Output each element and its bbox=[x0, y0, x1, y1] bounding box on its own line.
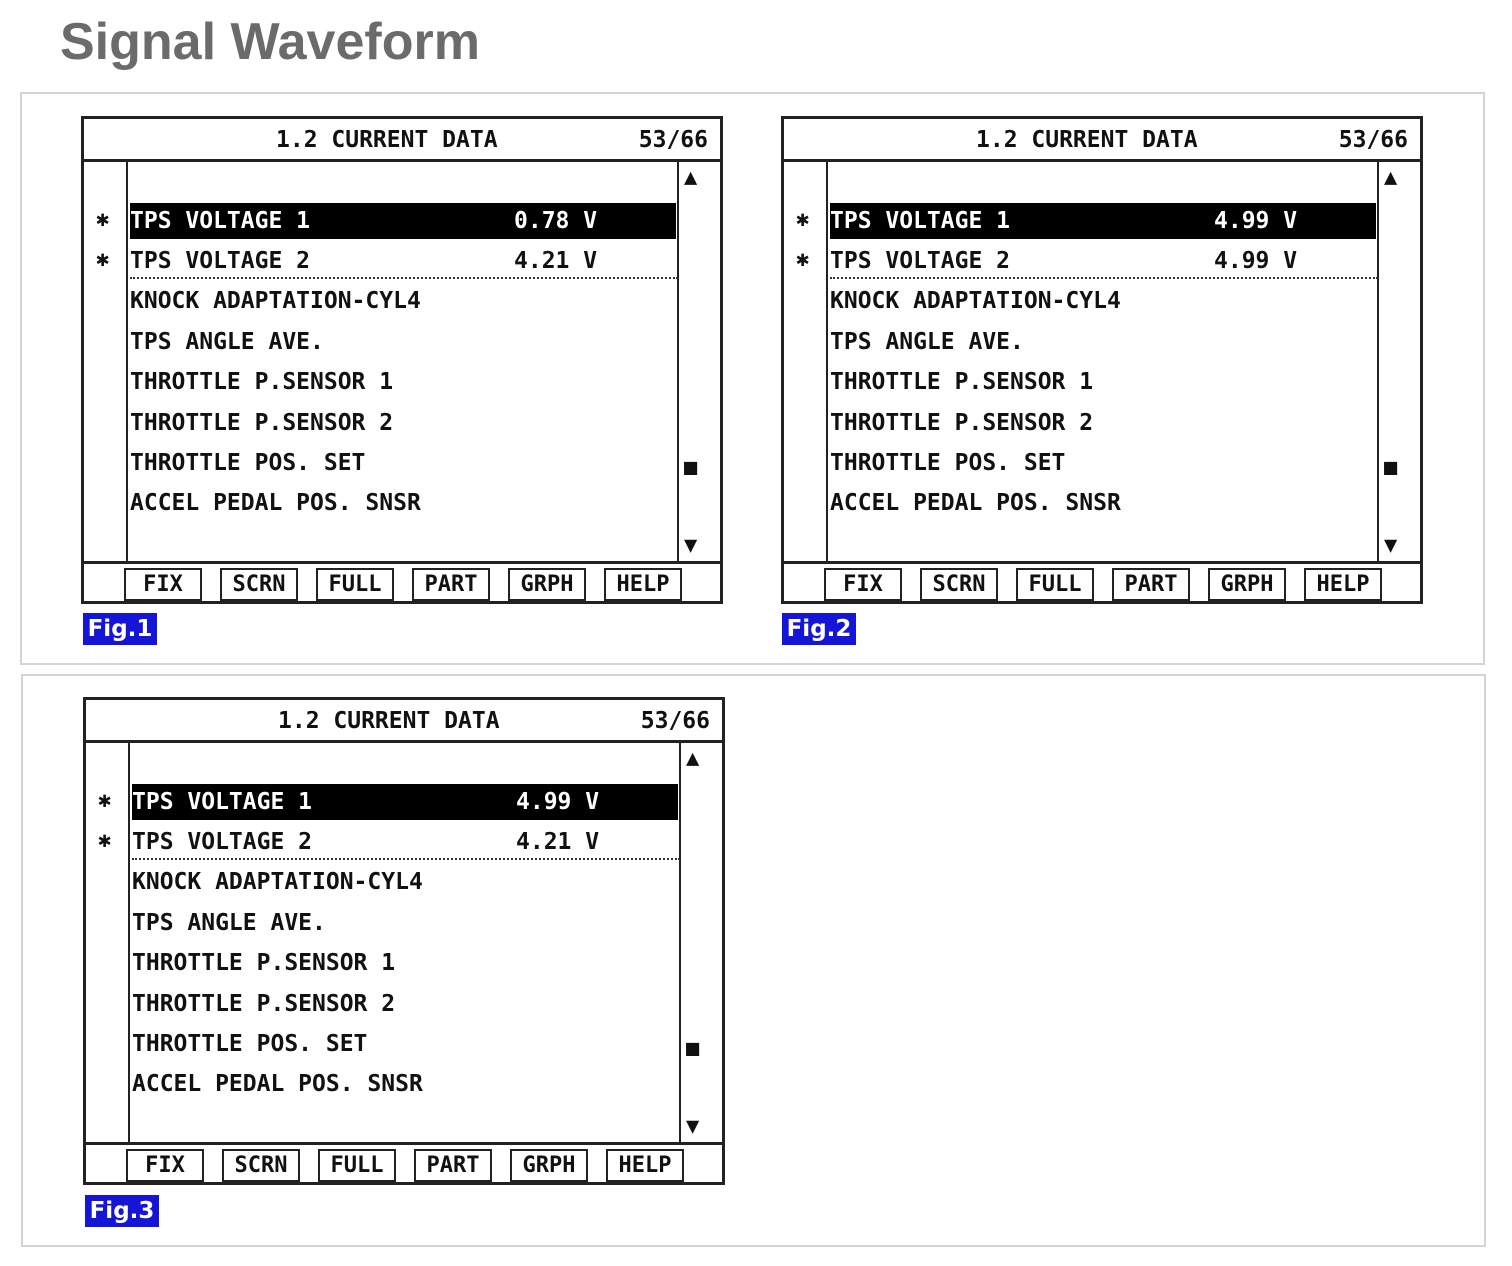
scan-tool-screen bbox=[83, 697, 725, 1185]
row-label: TPS VOLTAGE 2 bbox=[130, 248, 311, 274]
row-label: TPS ANGLE AVE. bbox=[132, 910, 326, 936]
fixed-marker-icon: ✱ bbox=[98, 788, 112, 813]
row-label: THROTTLE P.SENSOR 2 bbox=[830, 410, 1094, 436]
row-label: THROTTLE POS. SET bbox=[132, 1031, 368, 1057]
scroll-thumb-icon[interactable]: ■ bbox=[684, 455, 698, 480]
data-row[interactable] bbox=[830, 324, 1376, 360]
data-row[interactable] bbox=[132, 986, 678, 1022]
row-label: THROTTLE P.SENSOR 2 bbox=[132, 991, 396, 1017]
left-divider bbox=[128, 740, 130, 1142]
fixed-marker-icon: ✱ bbox=[96, 207, 110, 232]
left-divider bbox=[126, 159, 128, 561]
fixed-marker-icon: ✱ bbox=[796, 247, 810, 272]
scroll-up-icon[interactable]: ▲ bbox=[1384, 165, 1398, 190]
function-key-help[interactable]: HELP bbox=[604, 568, 682, 601]
row-label: THROTTLE POS. SET bbox=[830, 450, 1066, 476]
data-row[interactable] bbox=[130, 283, 676, 319]
screen-title: 1.2 CURRENT DATA bbox=[278, 708, 500, 734]
screen-header bbox=[84, 119, 720, 162]
function-key-grph[interactable]: GRPH bbox=[510, 1149, 588, 1182]
fixed-items-separator bbox=[132, 858, 680, 860]
function-key-scrn[interactable]: SCRN bbox=[920, 568, 998, 601]
data-row[interactable] bbox=[132, 824, 678, 860]
row-label: TPS ANGLE AVE. bbox=[830, 329, 1024, 355]
data-row[interactable] bbox=[130, 445, 676, 481]
function-key-fix[interactable]: FIX bbox=[124, 568, 202, 601]
data-row[interactable] bbox=[130, 243, 676, 279]
function-key-help[interactable]: HELP bbox=[1304, 568, 1382, 601]
data-row[interactable] bbox=[830, 405, 1376, 441]
row-value: 4.99 V bbox=[516, 789, 600, 815]
page-title: Signal Waveform bbox=[60, 13, 480, 71]
row-value: 4.99 V bbox=[1214, 248, 1298, 274]
left-divider bbox=[826, 159, 828, 561]
function-key-help[interactable]: HELP bbox=[606, 1149, 684, 1182]
data-row[interactable] bbox=[132, 905, 678, 941]
row-label: KNOCK ADAPTATION-CYL4 bbox=[830, 288, 1121, 314]
fixed-items-separator bbox=[130, 277, 678, 279]
function-key-part[interactable]: PART bbox=[412, 568, 490, 601]
page-counter: 53/66 bbox=[640, 708, 710, 734]
row-label: THROTTLE POS. SET bbox=[130, 450, 366, 476]
function-key-fix[interactable]: FIX bbox=[824, 568, 902, 601]
row-label: TPS VOLTAGE 1 bbox=[130, 208, 311, 234]
figure-label: Fig.1 bbox=[83, 613, 157, 645]
right-divider bbox=[677, 159, 679, 561]
scroll-down-icon[interactable]: ▼ bbox=[1384, 533, 1398, 558]
row-label: THROTTLE P.SENSOR 1 bbox=[130, 369, 394, 395]
row-value: 4.21 V bbox=[516, 829, 600, 855]
row-label: ACCEL PEDAL POS. SNSR bbox=[130, 490, 421, 516]
function-key-grph[interactable]: GRPH bbox=[1208, 568, 1286, 601]
function-key-part[interactable]: PART bbox=[414, 1149, 492, 1182]
data-row[interactable] bbox=[132, 784, 678, 820]
fixed-marker-icon: ✱ bbox=[796, 207, 810, 232]
page-counter: 53/66 bbox=[638, 127, 708, 153]
data-row[interactable] bbox=[130, 485, 676, 521]
footer-divider bbox=[86, 1142, 722, 1145]
function-key-scrn[interactable]: SCRN bbox=[222, 1149, 300, 1182]
footer-divider bbox=[84, 561, 720, 564]
figure-label: Fig.2 bbox=[782, 613, 856, 645]
right-divider bbox=[679, 740, 681, 1142]
screen-header bbox=[86, 700, 722, 743]
row-label: THROTTLE P.SENSOR 2 bbox=[130, 410, 394, 436]
row-label: THROTTLE P.SENSOR 1 bbox=[830, 369, 1094, 395]
scan-tool-screen bbox=[781, 116, 1423, 604]
row-label: TPS VOLTAGE 1 bbox=[830, 208, 1011, 234]
row-label: TPS VOLTAGE 2 bbox=[132, 829, 313, 855]
data-row[interactable] bbox=[830, 203, 1376, 239]
data-row[interactable] bbox=[132, 945, 678, 981]
function-key-full[interactable]: FULL bbox=[318, 1149, 396, 1182]
function-key-part[interactable]: PART bbox=[1112, 568, 1190, 601]
data-row[interactable] bbox=[830, 445, 1376, 481]
data-row[interactable] bbox=[132, 1066, 678, 1102]
data-row[interactable] bbox=[130, 203, 676, 239]
data-row[interactable] bbox=[830, 283, 1376, 319]
row-value: 4.21 V bbox=[514, 248, 598, 274]
row-label: KNOCK ADAPTATION-CYL4 bbox=[132, 869, 423, 895]
right-divider bbox=[1377, 159, 1379, 561]
scroll-down-icon[interactable]: ▼ bbox=[686, 1114, 700, 1139]
function-key-scrn[interactable]: SCRN bbox=[220, 568, 298, 601]
row-label: TPS ANGLE AVE. bbox=[130, 329, 324, 355]
data-row[interactable] bbox=[132, 864, 678, 900]
figure-label: Fig.3 bbox=[85, 1195, 159, 1227]
row-label: ACCEL PEDAL POS. SNSR bbox=[132, 1071, 423, 1097]
fixed-items-separator bbox=[830, 277, 1378, 279]
function-key-full[interactable]: FULL bbox=[1016, 568, 1094, 601]
page-counter: 53/66 bbox=[1338, 127, 1408, 153]
row-label: KNOCK ADAPTATION-CYL4 bbox=[130, 288, 421, 314]
row-value: 4.99 V bbox=[1214, 208, 1298, 234]
screen-title: 1.2 CURRENT DATA bbox=[976, 127, 1198, 153]
scroll-thumb-icon[interactable]: ■ bbox=[1384, 455, 1398, 480]
fixed-marker-icon: ✱ bbox=[98, 828, 112, 853]
data-row[interactable] bbox=[132, 1026, 678, 1062]
row-value: 0.78 V bbox=[514, 208, 598, 234]
data-row[interactable] bbox=[830, 243, 1376, 279]
data-row[interactable] bbox=[130, 324, 676, 360]
row-label: TPS VOLTAGE 1 bbox=[132, 789, 313, 815]
screen-header bbox=[784, 119, 1420, 162]
footer-divider bbox=[784, 561, 1420, 564]
scan-tool-screen bbox=[81, 116, 723, 604]
data-row[interactable] bbox=[130, 405, 676, 441]
row-label: TPS VOLTAGE 2 bbox=[830, 248, 1011, 274]
scroll-down-icon[interactable]: ▼ bbox=[684, 533, 698, 558]
fixed-marker-icon: ✱ bbox=[96, 247, 110, 272]
scroll-up-icon[interactable]: ▲ bbox=[686, 746, 700, 771]
function-key-grph[interactable]: GRPH bbox=[508, 568, 586, 601]
data-row[interactable] bbox=[130, 364, 676, 400]
row-label: THROTTLE P.SENSOR 1 bbox=[132, 950, 396, 976]
data-row[interactable] bbox=[830, 485, 1376, 521]
function-key-fix[interactable]: FIX bbox=[126, 1149, 204, 1182]
scroll-up-icon[interactable]: ▲ bbox=[684, 165, 698, 190]
function-key-full[interactable]: FULL bbox=[316, 568, 394, 601]
row-label: ACCEL PEDAL POS. SNSR bbox=[830, 490, 1121, 516]
scroll-thumb-icon[interactable]: ■ bbox=[686, 1036, 700, 1061]
screen-title: 1.2 CURRENT DATA bbox=[276, 127, 498, 153]
data-row[interactable] bbox=[830, 364, 1376, 400]
